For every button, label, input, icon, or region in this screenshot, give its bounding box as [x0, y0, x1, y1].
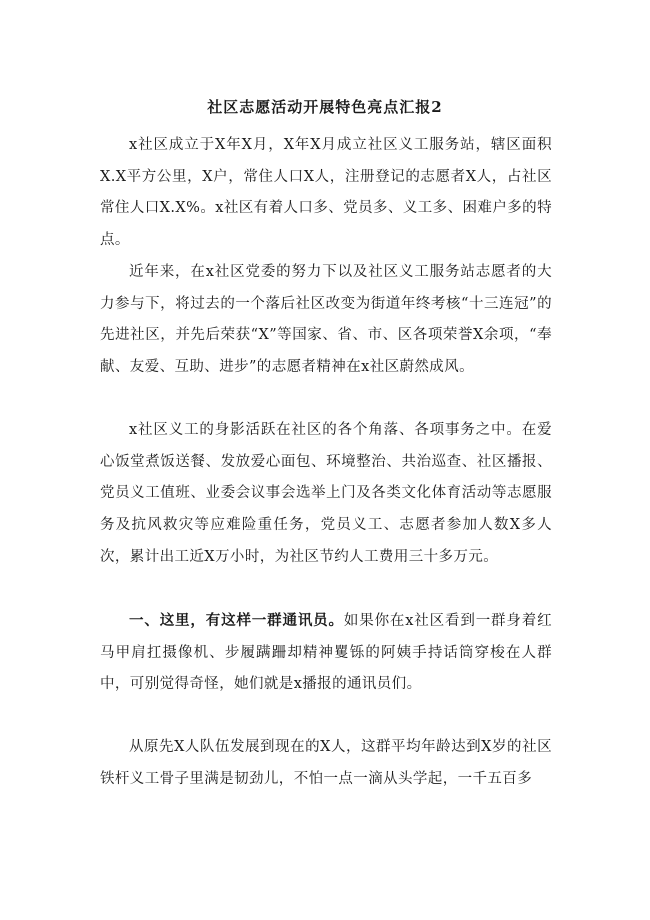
paragraph-volunteer-activities [100, 415, 552, 574]
paragraph-text: x社区义工的身影活跃在社区的各个角落、各项事务之中。在爱心饭堂煮饭送餐、发放爱心面包、环境整治、共治巡查、社区播报、党员义工值班、业委会议事会选举上门及各类文化体育活动等志愿服务及抗风救灾等应难险重任务，党员义工、志愿者参加人数X多人次，累计出工近X万小时，为社区节约人工费用三十多万元。 [100, 422, 552, 565]
document-title: 社区志愿活动开展特色亮点汇报2 [207, 98, 443, 116]
paragraph-text: 近年来，在x社区党委的努力下以及社区义工服务站志愿者的大力参与下，将过去的一个落后社区改变为街道年终考核“十三连冠”的先进社区，并先后荣获“X”等国家、省、市、区各项荣誉X余项，“奉献、友爱、互助、进步”的志愿者精神在x社区蔚然成风。 [100, 264, 552, 376]
section-heading: 一、这里，有这样一群通讯员。 [129, 612, 344, 629]
paragraph-recent-years [100, 257, 552, 384]
paragraph-text: x社区成立于X年X月，X年X月成立社区义工服务站，辖区面积X.X平方公里，X户，常住人口X人，注册登记的志愿者X人，占社区常住人口X.X%。x社区有着人口多、党员多、义工多、困难户多的特点。 [100, 137, 552, 249]
paragraph-team-growth [100, 732, 552, 795]
paragraph-text: 从原先X人队伍发展到现在的X人，这群平均年龄达到X岁的社区铁杆义工骨子里满是韧劲儿，不怕一点一滴从头学起，一千五百多 [100, 739, 552, 787]
paragraph-section-one [100, 605, 552, 701]
paragraph-community-overview [100, 130, 552, 257]
paragraph-text: 如果你在x社区看到一群身着红马甲肩扛摄像机、步履蹒跚却精神矍铄的阿姨手持话筒穿梭在人群中，可别觉得奇怪，她们就是x播报的通讯员们。 [100, 613, 552, 693]
